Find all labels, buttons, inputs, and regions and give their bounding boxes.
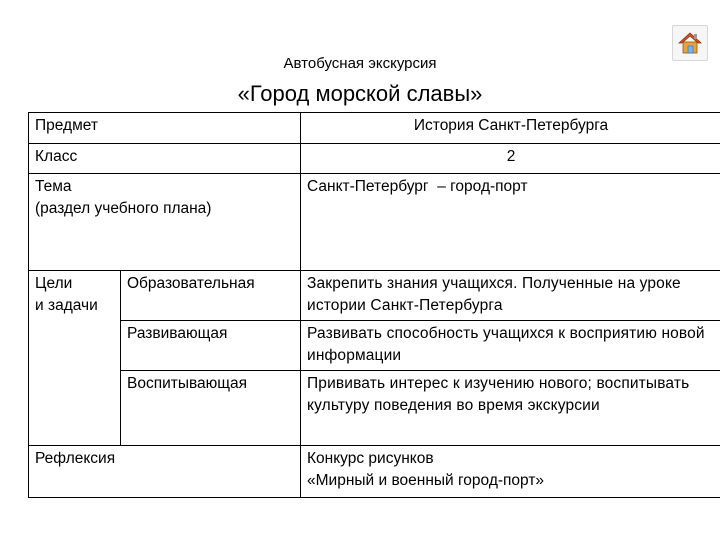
table-row-subject xyxy=(29,113,720,144)
home-icon xyxy=(677,30,703,56)
grade-label: Класс xyxy=(29,144,301,174)
grade-value: 2 xyxy=(301,144,720,174)
topic-value: Санкт-Петербург – город-порт xyxy=(301,174,720,271)
subject-value: История Санкт-Петербурга xyxy=(301,113,720,144)
table-row-reflection xyxy=(29,445,720,497)
table-row-goal-educational xyxy=(29,271,720,321)
goal-description-upbringing: Прививать интерес к изучению нового; воспитывать культуру поведения во время экскурсии xyxy=(301,370,720,445)
table-row-goal-upbringing xyxy=(29,370,720,445)
goal-type-upbringing: Воспитывающая xyxy=(121,370,301,445)
reflection-value xyxy=(301,445,720,497)
reflection-value-line1: Конкурс рисунков xyxy=(307,449,434,467)
table-row-goal-developing xyxy=(29,320,720,370)
table-row-grade xyxy=(29,144,720,174)
goal-description-educational: Закрепить знания учащихся. Полученные на уроке истории Санкт-Петербурга xyxy=(301,271,720,321)
goal-description-developing: Развивать способность учащихся к восприятию новой информации xyxy=(301,320,720,370)
goal-type-educational: Образовательная xyxy=(121,271,301,321)
goals-label xyxy=(29,271,121,446)
topic-label xyxy=(29,174,301,271)
goal-type-developing: Развивающая xyxy=(121,320,301,370)
topic-label-line2: (раздел учебного плана) xyxy=(35,200,212,218)
excursion-type: Автобусная экскурсия xyxy=(283,55,437,72)
table-row-topic xyxy=(29,174,720,271)
reflection-label: Рефлексия xyxy=(29,445,301,497)
goals-label-line1: Цели xyxy=(35,275,73,292)
reflection-value-line2: «Мирный и военный город-порт» xyxy=(307,472,545,490)
lesson-plan-table xyxy=(28,112,720,498)
excursion-title: «Город морской славы» xyxy=(237,81,483,106)
topic-label-line1: Тема xyxy=(35,178,72,195)
subject-label: Предмет xyxy=(29,113,301,144)
goals-label-line2: и задачи xyxy=(35,297,98,315)
